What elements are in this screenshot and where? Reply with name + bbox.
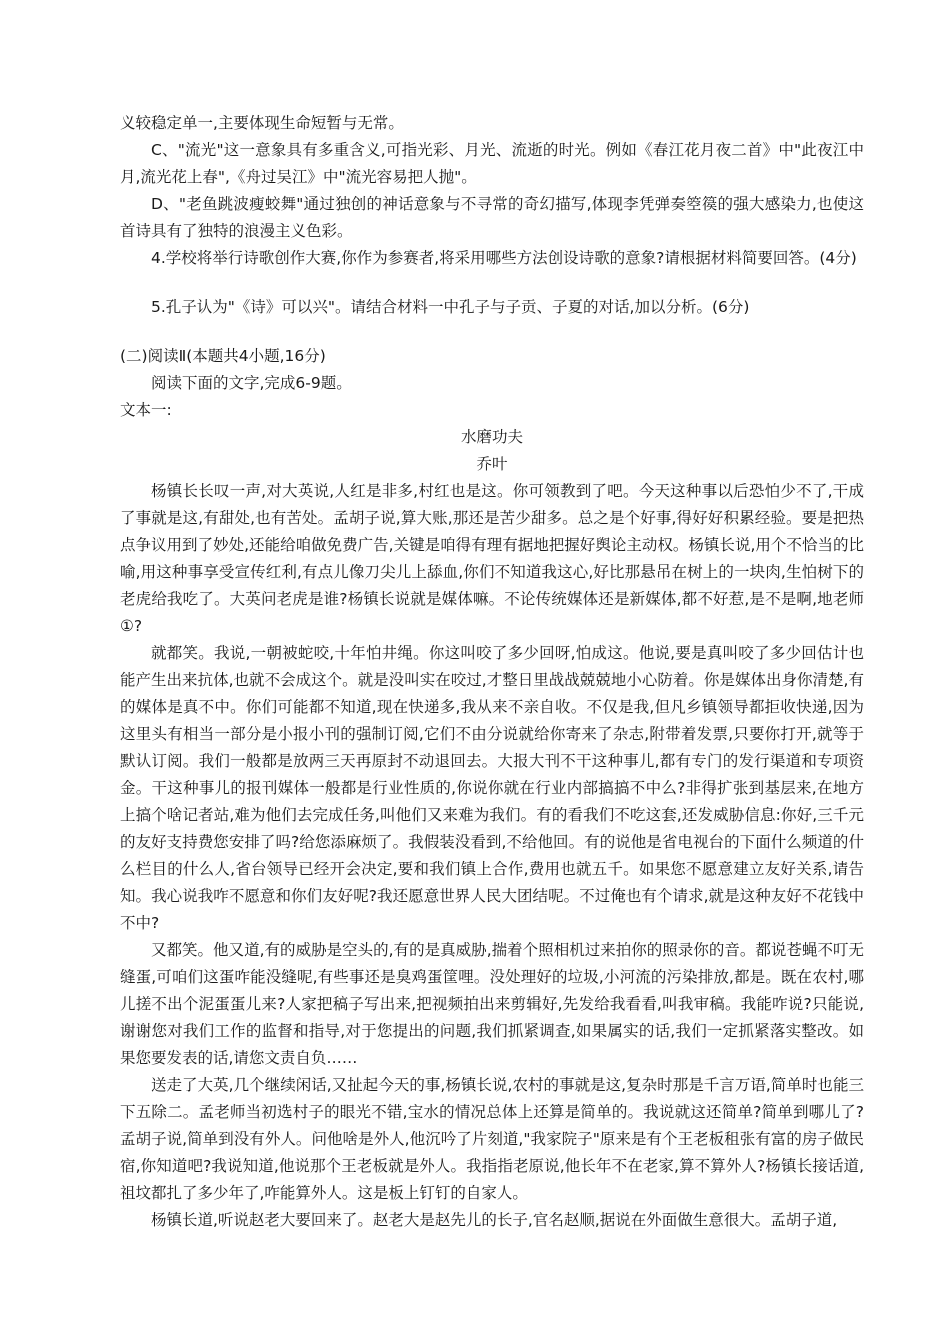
article-paragraph: 又都笑。他又道,有的威胁是空头的,有的是真威胁,揣着个照相机过来拍你的照录你的音。都说苍蝇不叮无缝蛋,可咱们这蛋咋能没缝呢,有些事还是臭鸡蛋筐哩。没处理好的垃圾,小河流的污染排放,都是。既在农村,哪儿搓不出个泥蛋蛋儿来?人家把稿子写出来,把视频拍出来剪辑好,先发给我看看,叫我审稿。我能咋说?只能说,谢谢您对我们工作的监督和指导,对于您提出的问题,我们抓紧调查,如果属实的话,我们一定抓紧落实整改。如果您要发表的话,请您文责自负…… [120, 941, 864, 1067]
question-5: 5.孔子认为"《诗》可以兴"。请结合材料一中孔子与子贡、子夏的对话,加以分析。(6分) [151, 298, 750, 316]
article-paragraph: 杨镇长长叹一声,对大英说,人红是非多,村红也是这。你可领教到了吧。今天这种事以后恐怕少不了,干成了事就是这,有甜处,也有苦处。孟胡子说,算大账,那还是苦少甜多。总之是个好事,得好好积累经验。要是把热点争议用到了妙处,还能给咱做免费广告,关键是咱得有理有据地把握好舆论主动权。杨镇长说,用个不恰当的比喻,用这种事享受宣传红利,有点儿像刀尖儿上舔血,你们不知道我这心,好比那悬吊在树上的一块肉,生怕树下的老虎给我吃了。大英问老虎是谁?杨镇长说就是媒体嘛。不论传统媒体还是新媒体,都不好惹,是不是啊,地老师①? [120, 482, 864, 635]
option-c: C、"流光"这一意象具有多重含义,可指光彩、月光、流逝的时光。例如《春江花月夜二首》中"此夜江中月,流光花上春",《舟过吴江》中"流光容易把人抛"。 [120, 141, 864, 186]
text-label: 文本一: [120, 401, 172, 419]
article-author: 乔叶 [476, 455, 508, 473]
document-page [120, 110, 864, 1234]
option-d: D、"老鱼跳波瘦蛟舞"通过独创的神话意象与不寻常的奇幻描写,体现李凭弹奏箜篌的强大感染力,也使这首诗具有了独特的浪漫主义色彩。 [120, 195, 864, 240]
question-4: 4.学校将举行诗歌创作大赛,你作为参赛者,将采用哪些方法创设诗歌的意象?请根据材料简要回答。(4分) [151, 249, 857, 267]
article-paragraph: 杨镇长道,听说赵老大要回来了。赵老大是赵先儿的长子,官名赵顺,据说在外面做生意很大。孟胡子道, [151, 1211, 838, 1229]
section-instruction: 阅读下面的文字,完成6-9题。 [151, 374, 352, 392]
section-heading: (二)阅读Ⅱ(本题共4小题,16分) [120, 347, 326, 365]
article-paragraph: 送走了大英,几个继续闲话,又扯起今天的事,杨镇长说,农村的事就是这,复杂时那是千言万语,简单时也能三下五除二。孟老师当初选村子的眼光不错,宝水的情况总体上还算是简单的。我说就这还简单?简单到哪儿了?孟胡子说,简单到没有外人。问他啥是外人,他沉吟了片刻道,"我家院子"原来是有个王老板租张有富的房子做民宿,你知道吧?我说知道,他说那个王老板就是外人。我指指老原说,他长年不在老家,算不算外人?杨镇长接话道,祖坟都扎了多少年了,咋能算外人。这是板上钉钉的自家人。 [120, 1076, 864, 1202]
article-paragraph: 就都笑。我说,一朝被蛇咬,十年怕井绳。你这叫咬了多少回呀,怕成这。他说,要是真叫咬了多少回估计也能产生出来抗体,也就不会成这个。就是没叫实在咬过,才整日里战战兢兢地小心防着。你是媒体出身你清楚,有的媒体是真不中。你们可能都不知道,现在快递多,我从来不亲自收。不仅是我,但凡乡镇领导都拒收快递,因为这里头有相当一部分是小报小刊的强制订阅,它们不由分说就给你寄来了杂志,附带着发票,只要你打开,就等于默认订阅。我们一般都是放两三天再原封不动退回去。大报大刊不干这种事儿,都有专门的发行渠道和专项资金。干这种事儿的报刊媒体一般都是行业性质的,你说你就在行业内部搞搞不中么?非得扩张到基层来,在地方上搞个啥记者站,难为他们去完成任务,叫他们又来难为我们。有的看我们不吃这套,还发威胁信息:你好,三千元的友好支持费您安排了吗?给您添麻烦了。我假装没看到,不给他回。有的说他是省电视台的下面什么频道的什么栏目的什么人,省台领导已经开会决定,要和我们镇上合作,费用也就五千。如果您不愿意建立友好关系,请告知。我心说我咋不愿意和你们友好呢?我还愿意世界人民大团结呢。不过俺也有个请求,就是这种友好不花钱中不中? [120, 644, 864, 932]
continuation-line: 义较稳定单一,主要体现生命短暂与无常。 [120, 114, 404, 132]
article-title: 水磨功夫 [460, 428, 523, 446]
